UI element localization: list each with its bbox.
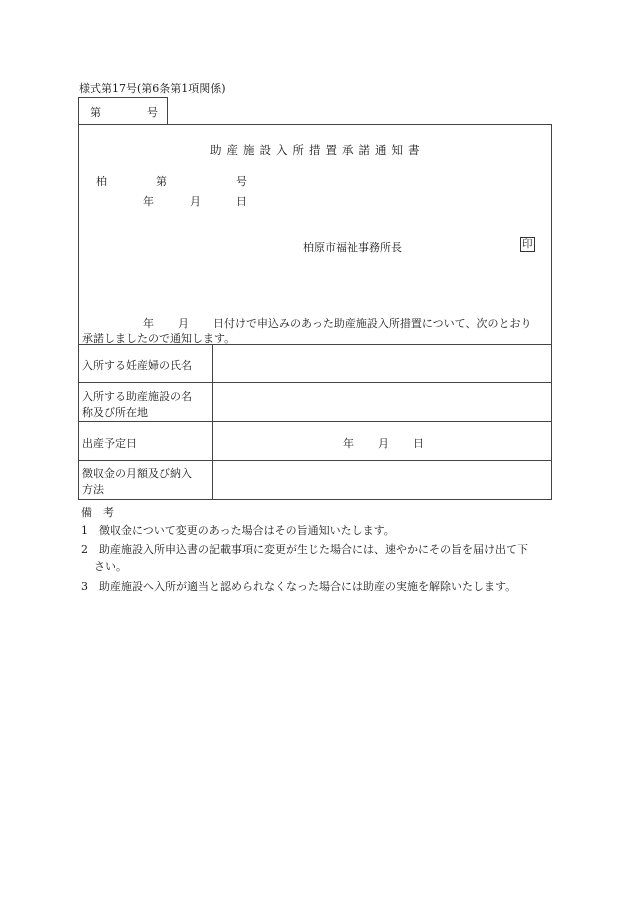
addressee-kashi: 柏 [96,175,107,188]
table-row-divider [78,382,552,383]
row-pregnant-woman-name-label: 入所する妊産婦の氏名 [82,359,192,372]
reference-number-box [78,97,168,125]
notice-frame [78,124,552,500]
remarks-item-1: 1 徴収金について変更のあった場合はその旨通知いたします。 [81,524,395,537]
date-nen: 年 [143,195,154,208]
remarks-heading: 備 考 [81,506,114,519]
due-date-nen: 年 [343,437,354,450]
row-fee-label-line2: 方法 [82,483,104,496]
remarks-item-2-line2: さい。 [94,560,127,573]
notice-title: 助産施設入所措置承諾通知書 [210,143,425,157]
body-line1: 日付けで申込みのあった助産施設入所措置について、次のとおり [213,317,532,330]
due-date-tsuki: 月 [378,437,389,450]
due-date-hi: 日 [413,437,424,450]
row-fee-label-line1: 徴収金の月額及び納入 [82,467,192,480]
table-row-divider [78,460,552,461]
remarks-item-3: 3 助産施設へ入所が適当と認められなくなった場合には助産の実施を解除いたします。 [81,580,517,593]
row-facility-name-label-line1: 入所する助産施設の名 [82,390,192,403]
row-facility-name-label-line2: 称及び所在地 [82,406,148,419]
table-top-line [78,344,552,345]
row-due-date-label: 出産予定日 [82,437,137,450]
body-nen: 年 [143,317,154,330]
ref-dai-label: 第 [90,106,101,119]
remarks-item-2-line1: 2 助産施設入所申込書の記載事項に変更が生じた場合には、速やかにその旨を届け出て下 [81,543,528,556]
date-hi: 日 [236,195,247,208]
date-tsuki: 月 [190,195,201,208]
ref-go-label: 号 [147,106,158,119]
table-column-divider [212,344,213,500]
addressee-go: 号 [236,175,247,188]
issuer-name: 柏原市福祉事務所長 [303,241,402,254]
body-tsuki: 月 [178,317,189,330]
table-row-divider [78,421,552,422]
body-line2: 承諾しましたので通知します。 [82,332,236,345]
form-number: 様式第17号(第6条第1項関係) [79,82,226,95]
seal-mark: 印 [522,238,533,250]
addressee-dai: 第 [156,175,167,188]
